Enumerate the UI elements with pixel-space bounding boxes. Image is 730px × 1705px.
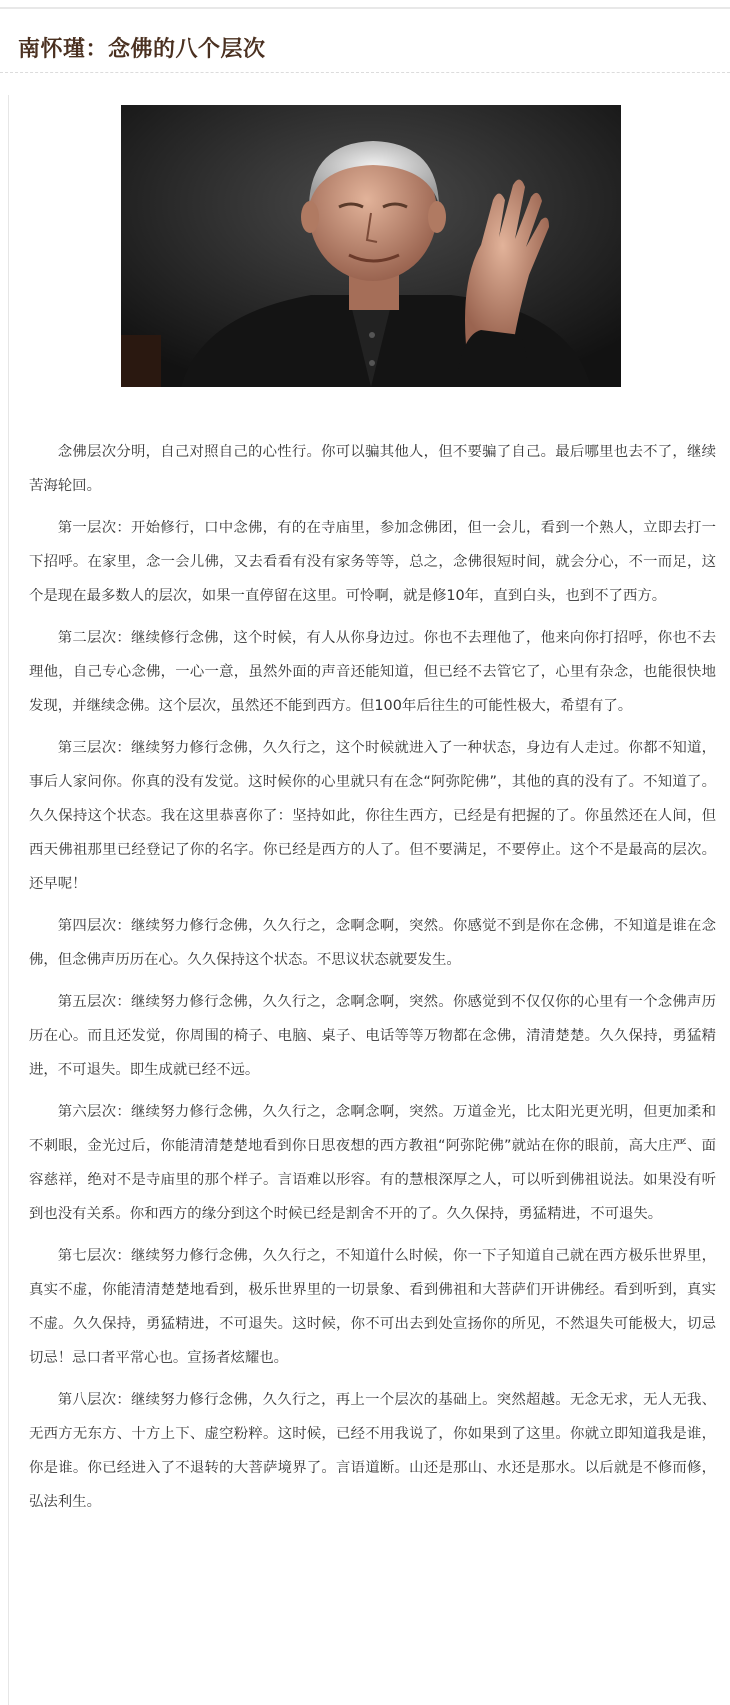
paragraph-level-8: 第八层次：继续努力修行念佛，久久行之，再上一个层次的基础上。突然超越。无念无求，无人无我、无西方无东方、十方上下、虚空粉粹。这时候，已经不用我说了，你如果到了这里。你就立即知道我是谁，你是谁。你已经进入了不退转的大菩萨境界了。言语道断。山还是那山、水还是那水。以后就是不修而修，弘法利生。	[29, 1392, 716, 1510]
paragraph-level-7: 第七层次：继续努力修行念佛，久久行之，不知道什么时候，你一下子知道自己就在西方极乐世界里，真实不虚，你能清清楚楚地看到，极乐世界里的一切景象、看到佛祖和大菩萨们开讲佛经。看到听到，真实不虚。久久保持，勇猛精进，不可退失。这时候，你不可出去到处宣扬你的所见，不然退失可能极大，切忌切忌！忌口者平常心也。宣扬者炫耀也。	[29, 1248, 716, 1366]
page-title: 南怀瑾：念佛的八个层次	[18, 37, 266, 62]
title-bar	[0, 10, 730, 73]
portrait-photo-icon	[121, 105, 621, 387]
paragraph-level-1: 第一层次：开始修行，口中念佛，有的在寺庙里，参加念佛团，但一会儿，看到一个熟人，立即去打一下招呼。在家里，念一会儿佛，又去看看有没有家务等等，总之，念佛很短时间，就会分心，不一而足，这个是现在最多数人的层次，如果一直停留在这里。可怜啊，就是修10年，直到白头，也到不了西方。	[29, 520, 716, 604]
paragraph-level-3: 第三层次：继续努力修行念佛，久久行之，这个时候就进入了一种状态，身边有人走过。你都不知道，事后人家问你。你真的没有发觉。这时候你的心里就只有在念“阿弥陀佛”，其他的真的没有了。不知道了。久久保持这个状态。我在这里恭喜你了：坚持如此，你往生西方，已经是有把握的了。你虽然还在人间，但西天佛祖那里已经登记了你的名字。你已经是西方的人了。但不要满足，不要停止。这个不是最高的层次。还早呢！	[29, 740, 716, 892]
portrait-photo	[121, 105, 621, 387]
paragraph-level-5: 第五层次：继续努力修行念佛，久久行之，念啊念啊，突然。你感觉到不仅仅你的心里有一个念佛声历历在心。而且还发觉，你周围的椅子、电脑、桌子、电话等等万物都在念佛，清清楚楚。久久保持，勇猛精进，不可退失。即生成就已经不远。	[29, 994, 716, 1078]
article-body	[8, 95, 730, 1705]
article-paragraphs	[29, 435, 716, 1527]
paragraph-intro: 念佛层次分明，自己对照自己的心性行。你可以骗其他人，但不要骗了自己。最后哪里也去不了，继续苦海轮回。	[29, 444, 716, 494]
paragraph-level-2: 第二层次：继续修行念佛，这个时候，有人从你身边过。你也不去理他了，他来向你打招呼，你也不去理他，自己专心念佛，一心一意，虽然外面的声音还能知道，但已经不去管它了，心里有杂念，也能很快地发现，并继续念佛。这个层次，虽然还不能到西方。但100年后往生的可能性极大，希望有了。	[29, 630, 716, 714]
paragraph-level-6: 第六层次：继续努力修行念佛，久久行之，念啊念啊，突然。万道金光，比太阳光更光明，但更加柔和不刺眼，金光过后，你能清清楚楚地看到你日思夜想的西方教祖“阿弥陀佛”就站在你的眼前，高大庄严、面容慈祥，绝对不是寺庙里的那个样子。言语难以形容。有的慧根深厚之人，可以听到佛祖说法。如果没有听到也没有关系。你和西方的缘分到这个时候已经是割舍不开的了。久久保持，勇猛精进，不可退失。	[29, 1104, 716, 1222]
paragraph-level-4: 第四层次：继续努力修行念佛，久久行之，念啊念啊，突然。你感觉不到是你在念佛，不知道是谁在念佛，但念佛声历历在心。久久保持这个状态。不思议状态就要发生。	[29, 918, 716, 968]
top-divider	[0, 7, 730, 9]
